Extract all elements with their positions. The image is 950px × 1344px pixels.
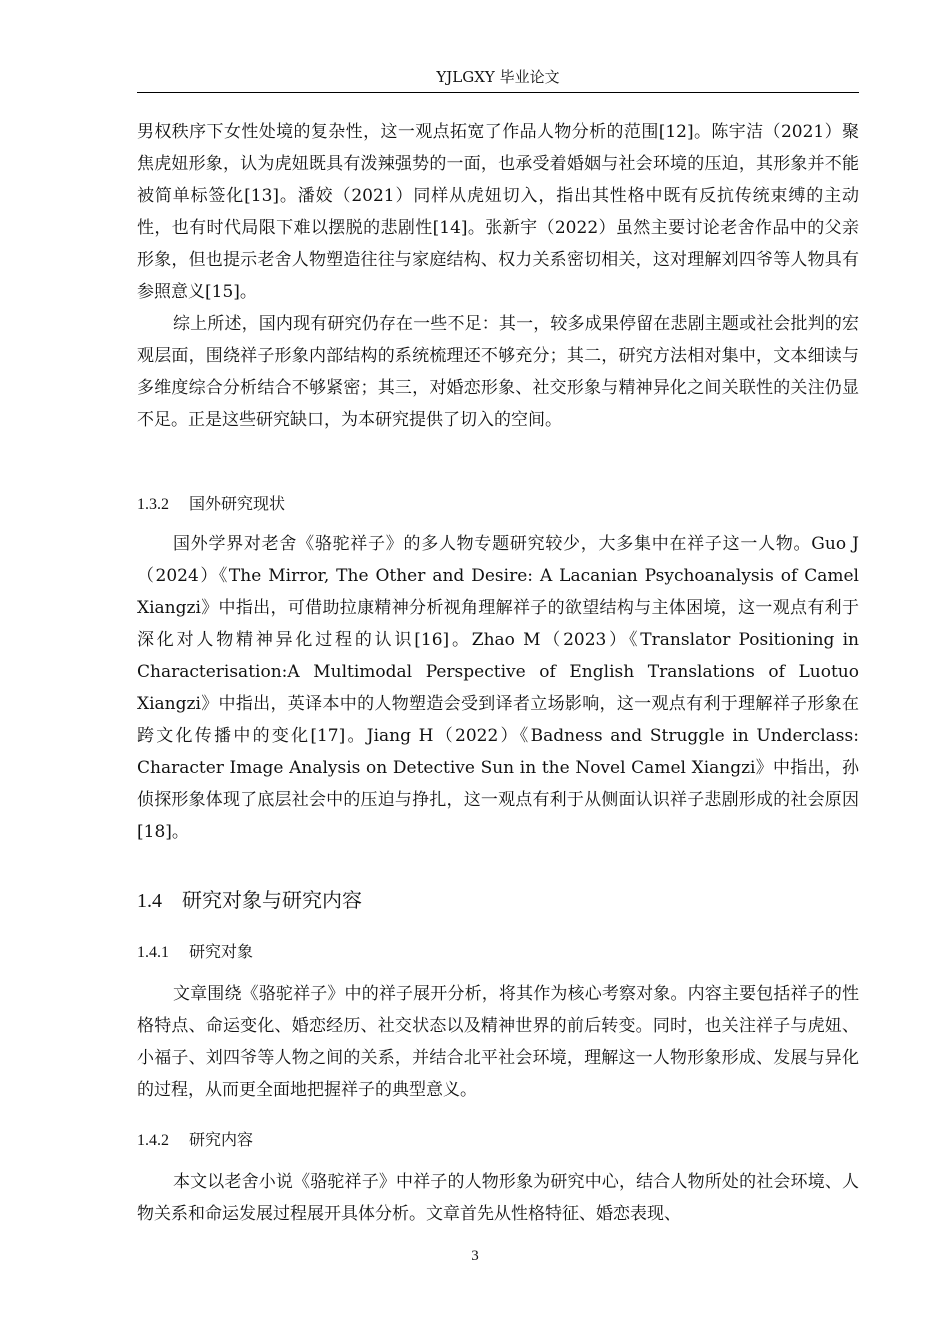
header-rule [137,92,859,93]
section-title: 国外研究现状 [189,494,286,513]
paragraph-summary: 综上所述，国内现有研究仍存在一些不足：其一，较多成果停留在悲剧主题或社会批判的宏观层面，围绕祥子形象内部结构的系统梳理还不够充分；其二，研究方法相对集中，文本细读与多维度综合分析结合不够紧密；其三，对婚恋形象、社交形象与精神异化之间关联性的关注仍显不足。正是这些研究缺口，为本研究提供了切入的空间。 [137,314,859,430]
section-title: 研究内容 [189,1130,254,1149]
paragraph-domestic-research-end: 男权秩序下女性处境的复杂性，这一观点拓宽了作品人物分析的范围[12]。陈宇洁（2021）聚焦虎妞形象，认为虎妞既具有泼辣强势的一面，也承受着婚姻与社会环境的压迫，其形象并不能被简单标签化[13]。潘姣（2021）同样从虎妞切入，指出其性格中既有反抗传统束缚的主动性，也有时代局限下难以摆脱的悲剧性[14]。张新宇（2022）虽然主要讨论老舍作品中的父亲形象，但也提示老舍人物塑造往往与家庭结构、权力关系密切相关，这对理解刘四爷等人物具有参照意义[15]。 [137,122,859,302]
section-number: 1.3.2 [137,496,169,513]
section-number: 1.4.1 [137,944,169,961]
section-heading-1-4 [137,886,362,915]
page-header: YJLGXY 毕业论文 [436,68,560,86]
section-heading-1-3-2 [137,492,285,517]
section-title: 研究对象 [189,942,254,961]
section-title: 研究对象与研究内容 [182,888,362,912]
paragraph-foreign-research: 国外学界对老舍《骆驼祥子》的多人物专题研究较少，大多集中在祥子这一人物。Guo J（2024）《The Mirror, The Other and Desire: A Lacanian Psychoanalysis of Camel Xiangzi》中指出，可借助拉康精神分析视角理解祥子的欲望结构与主体困境，这一观点有利于深化对人物精神异化过程的认识[16]。Zhao M（2023）《Translator Positioning in Characterisation:A Multimodal Perspective of English Translations of Luotuo Xiangzi》中指出，英译本中的人物塑造会受到译者立场影响，这一观点有利于理解祥子形象在跨文化传播中的变化[17]。Jiang H（2022）《Badness and Struggle in Underclass: Character Image Analysis on Detective Sun in the Novel Camel Xiangzi》中指出，孙侦探形象体现了底层社会中的压迫与挣扎，这一观点有利于从侧面认识祥子悲剧形成的社会原因[18]。 [137,534,859,842]
section-number: 1.4.2 [137,1132,169,1149]
section-heading-1-4-1 [137,940,253,965]
paragraph-research-content: 本文以老舍小说《骆驼祥子》中祥子的人物形象为研究中心，结合人物所处的社会环境、人物关系和命运发展过程展开具体分析。文章首先从性格特征、婚恋表现、 [137,1172,859,1224]
section-heading-1-4-2 [137,1128,253,1153]
section-number: 1.4 [137,890,162,912]
paragraph-research-object: 文章围绕《骆驼祥子》中的祥子展开分析，将其作为核心考察对象。内容主要包括祥子的性格特点、命运变化、婚恋经历、社交状态以及精神世界的前后转变。同时，也关注祥子与虎妞、小福子、刘四爷等人物之间的关系，并结合北平社会环境，理解这一人物形象形成、发展与异化的过程，从而更全面地把握祥子的典型意义。 [137,984,859,1100]
page-number: 3 [471,1248,479,1264]
